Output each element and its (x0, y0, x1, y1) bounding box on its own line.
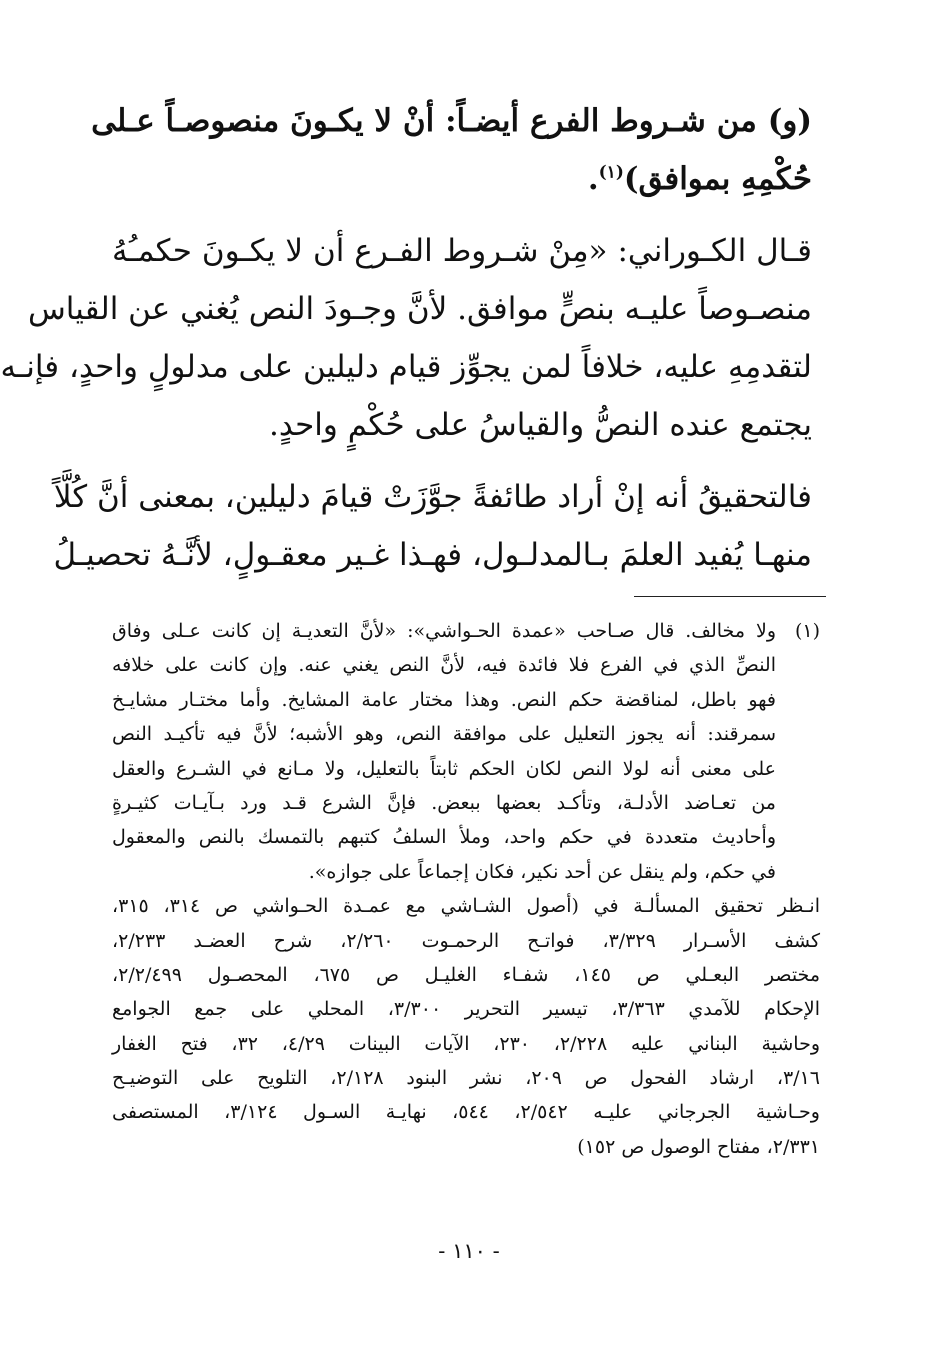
footnote-line: سمرقند: أنه يجوز التعليل على موافقة النص، وهو الأشبه؛ لأنَّ فيه تأكيـد النص (112, 723, 776, 746)
reference-line: كشف الأسـرار ٣/٣٢٩، فواتـح الرحمـوت ٢/٢٦٠، شرح العضـد ٢/٢٣٣، (112, 929, 821, 952)
footnote-marker: (١) (794, 620, 820, 642)
footnote-line: على معنى أنه لولا النص لكان الحكم ثابتاً بالتعليل، ولا مـانع في الشـرع والعقل (112, 757, 776, 780)
footnote-line: ولا مخالف. قال صـاحب «عمدة الحـواشي»: «لأنَّ التعديـة إن كانت عـلى وفاق (112, 620, 776, 642)
text-line: حُكْمِهِ بموافق)$^{(١)}$. (587, 161, 812, 197)
page-number: - ١١٠ - (438, 1239, 500, 1263)
reference-line: انـظر تحقيق المسألـة في (أصول الشـاشي مع عمـدة الحـواشي ص ٣١٤، ٣١٥، (112, 895, 821, 918)
text-line: فالتحقيقُ أنه إنْ أراد طائفةً جوَّزَتْ قيامَ دليلين، بمعنى أنَّ كُلَّاً (53, 479, 812, 515)
text-line: لتقدمِهِ عليه، خلافاً لمن يجوِّز قيام دليلين على مدلولٍ واحدٍ، فإنـه (0, 349, 812, 385)
footnote-line: وأحاديث متعددة في حكم واحد، وملأ السلفُ كتبهم بالتمسك بالنص والمعقول (112, 826, 776, 849)
footnote-references (112, 889, 820, 1164)
text-line: منصـوصاً عليـه بنصٍّ موافق. لأنَّ وجـودَ النص يُغني عن القياس (27, 291, 812, 327)
text-line: (و) من شـروط الفرع أيضـاً: أنْ لا يكـونَ منصوصـاً عـلى (91, 103, 812, 139)
reference-line: ٢/٣٣١، مفتاح الوصول ص ١٥٢) (577, 1135, 820, 1158)
reference-line: وحاشية البناني عليه ٢/٢٢٨، ٢٣٠، الآيات البينات ٤/٢٩، ٣٢، فتح الغفار (112, 1032, 821, 1055)
footnote-line: من تعـاضد الأدلـة، وتأكـد بعضها ببعض. فإنَّ الشرع قـد ورد بـآيـات كثيـرةٍ (112, 791, 776, 814)
footnote-1 (112, 614, 820, 889)
footnote-reference[interactable]: (١) (598, 162, 624, 183)
footnote-divider (634, 596, 826, 597)
text-line: قـال الكـوراني: «مِنْ شـروط الفـرع أن لا يكـونَ حكمـُهُ (112, 233, 812, 269)
main-text (0, 92, 812, 584)
footnote-line: في حكم، ولم ينقل عن أحد نكير، فكان إجماعاً على جوازه». (308, 860, 776, 883)
text-line: منهـا يُفيد العلمَ بـالمدلـول، فهـذا غـير معقـولٍ، لأنَّـهُ تحصيـلُ (53, 537, 812, 573)
text-line: يجتمع عنده النصُّ والقياسُ على حُكْمٍ واحدٍ. (268, 407, 812, 443)
reference-line: وحـاشية الجرجاني عليـه ٢/٥٤٢، ٥٤٤، نهايـة السـول ٣/١٢٤، المستصفى (112, 1101, 820, 1124)
footnote-line: فهو باطل، لمناقضة حكم النص. وهذا مختار عامة المشايخ. وأما مختـار مشايـخ (112, 688, 776, 711)
reference-line: الإحكام للآمدي ٣/٣٦٣، تيسير التحرير ٣/٣٠٠، المحلي على جمع الجوامع (112, 998, 820, 1021)
reference-line: ٣/١٦، ارشاد الفحول ص ٢٠٩، نشر البنود ٢/١٢٨، التلويح على التوضيـح (112, 1067, 820, 1090)
footnote-line: النصِّ الذي في الفرع فلا فائدة فيه، لأنَّ النص يغني عنه. وإن كانت على خلافه (112, 654, 776, 677)
footnotes (112, 614, 820, 1164)
reference-line: مختصر البعـلي ص ١٤٥، شفـاء الغليـل ص ٦٧٥، المحصـول ٢/٢/٤٩٩، (112, 963, 820, 986)
